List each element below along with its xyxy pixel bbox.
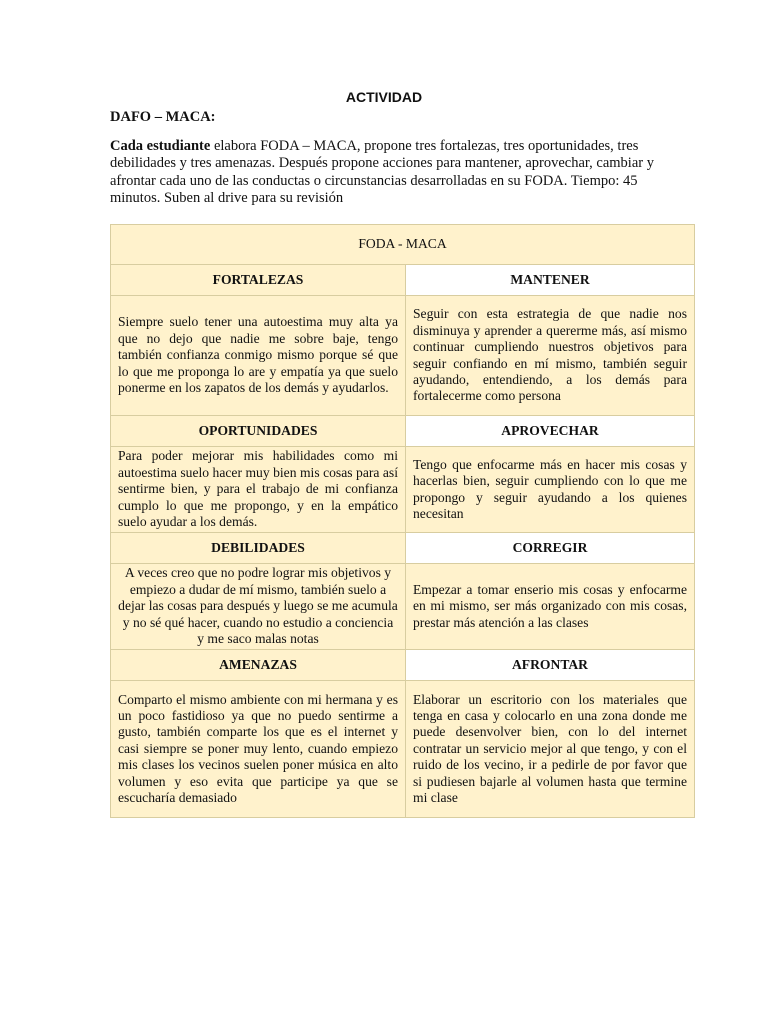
header-oportunidades: OPORTUNIDADES xyxy=(111,416,406,447)
page-subtitle: DAFO – MACA: xyxy=(110,109,216,125)
header-corregir: CORREGIR xyxy=(406,533,695,564)
cell-debilidades-text: A veces creo que no podre lograr mis objetivos y empiezo a dudar de mí mismo, también suelo a dejar las cosas para después y luego se me acumula y no sé qué hacer, cuando no estudio a conciencia y me saco malas notas xyxy=(111,564,406,650)
page-title: ACTIVIDAD xyxy=(345,89,423,105)
header-amenazas: AMENAZAS xyxy=(111,650,406,681)
header-fortalezas: FORTALEZAS xyxy=(111,265,406,296)
table-title: FODA - MACA xyxy=(111,225,695,265)
cell-aprovechar-text: Tengo que enfocarme más en hacer mis cosas y hacerlas bien, seguir cumpliendo con lo que me propongo y seguir ayudando a los quienes necesitan xyxy=(406,447,695,533)
intro-paragraph xyxy=(110,138,660,207)
header-mantener: MANTENER xyxy=(406,265,695,296)
header-debilidades: DEBILIDADES xyxy=(111,533,406,564)
foda-table xyxy=(110,224,695,818)
cell-oportunidades-text: Para poder mejorar mis habilidades como mi autoestima suelo hacer muy bien mis cosas para así sentirme bien, y para el trabajo de mi confianza cumplo lo que me propongo, y en la empático suelo ayudar a los demás. xyxy=(111,447,406,533)
intro-text: elabora FODA – MACA, propone tres fortalezas, tres oportunidades, tres debilidades y tres amenazas. Después propone acciones para mantener, aprovechar, cambiar y afrontar cada uno de las conductas o circunstancias desarrolladas en su FODA. Tiempo: 45 minutos. Suben al drive para su revisión xyxy=(110,138,654,206)
header-afrontar: AFRONTAR xyxy=(406,650,695,681)
cell-corregir-text: Empezar a tomar enserio mis cosas y enfocarme en mi mismo, ser más organizado con mis cosas, prestar más atención a las clases xyxy=(406,564,695,650)
cell-mantener-text: Seguir con esta estrategia de que nadie nos disminuya y aprender a quererme más, así mismo continuar cumpliendo nuestros objetivos para seguir confiando en mí mismo, también seguir ayudando, entendiendo, a los demás para fortalecerme como persona xyxy=(406,296,695,416)
header-aprovechar: APROVECHAR xyxy=(406,416,695,447)
cell-fortalezas-text: Siempre suelo tener una autoestima muy alta ya que no dejo que nadie me sobre baje, tengo también confianza conmigo mismo porque sé que lo que me proponga lo are y empatía ya que suelo ponerme en los zapatos de los demás y ayudarlos. xyxy=(111,296,406,416)
intro-bold-lead: Cada estudiante xyxy=(110,138,211,154)
cell-amenazas-text: Comparto el mismo ambiente con mi hermana y es un poco fastidioso ya que no puedo sentirme a gusto, también comparte los que es el internet y casi siempre se poner muy lento, cuando empiezo mis clases los vecinos suelen poner música en alto volumen y eso evita que participe ya que se escucharía demasiado xyxy=(111,681,406,818)
cell-afrontar-text: Elaborar un escritorio con los materiales que tenga en casa y colocarlo en una zona donde me puede desenvolver bien, con lo del internet contratar un servicio mejor al que tengo, y con el ruido de los vecino, ir a pedirle de por favor que si pudiesen bajarle al volumen hasta que termine mi clase xyxy=(406,681,695,818)
